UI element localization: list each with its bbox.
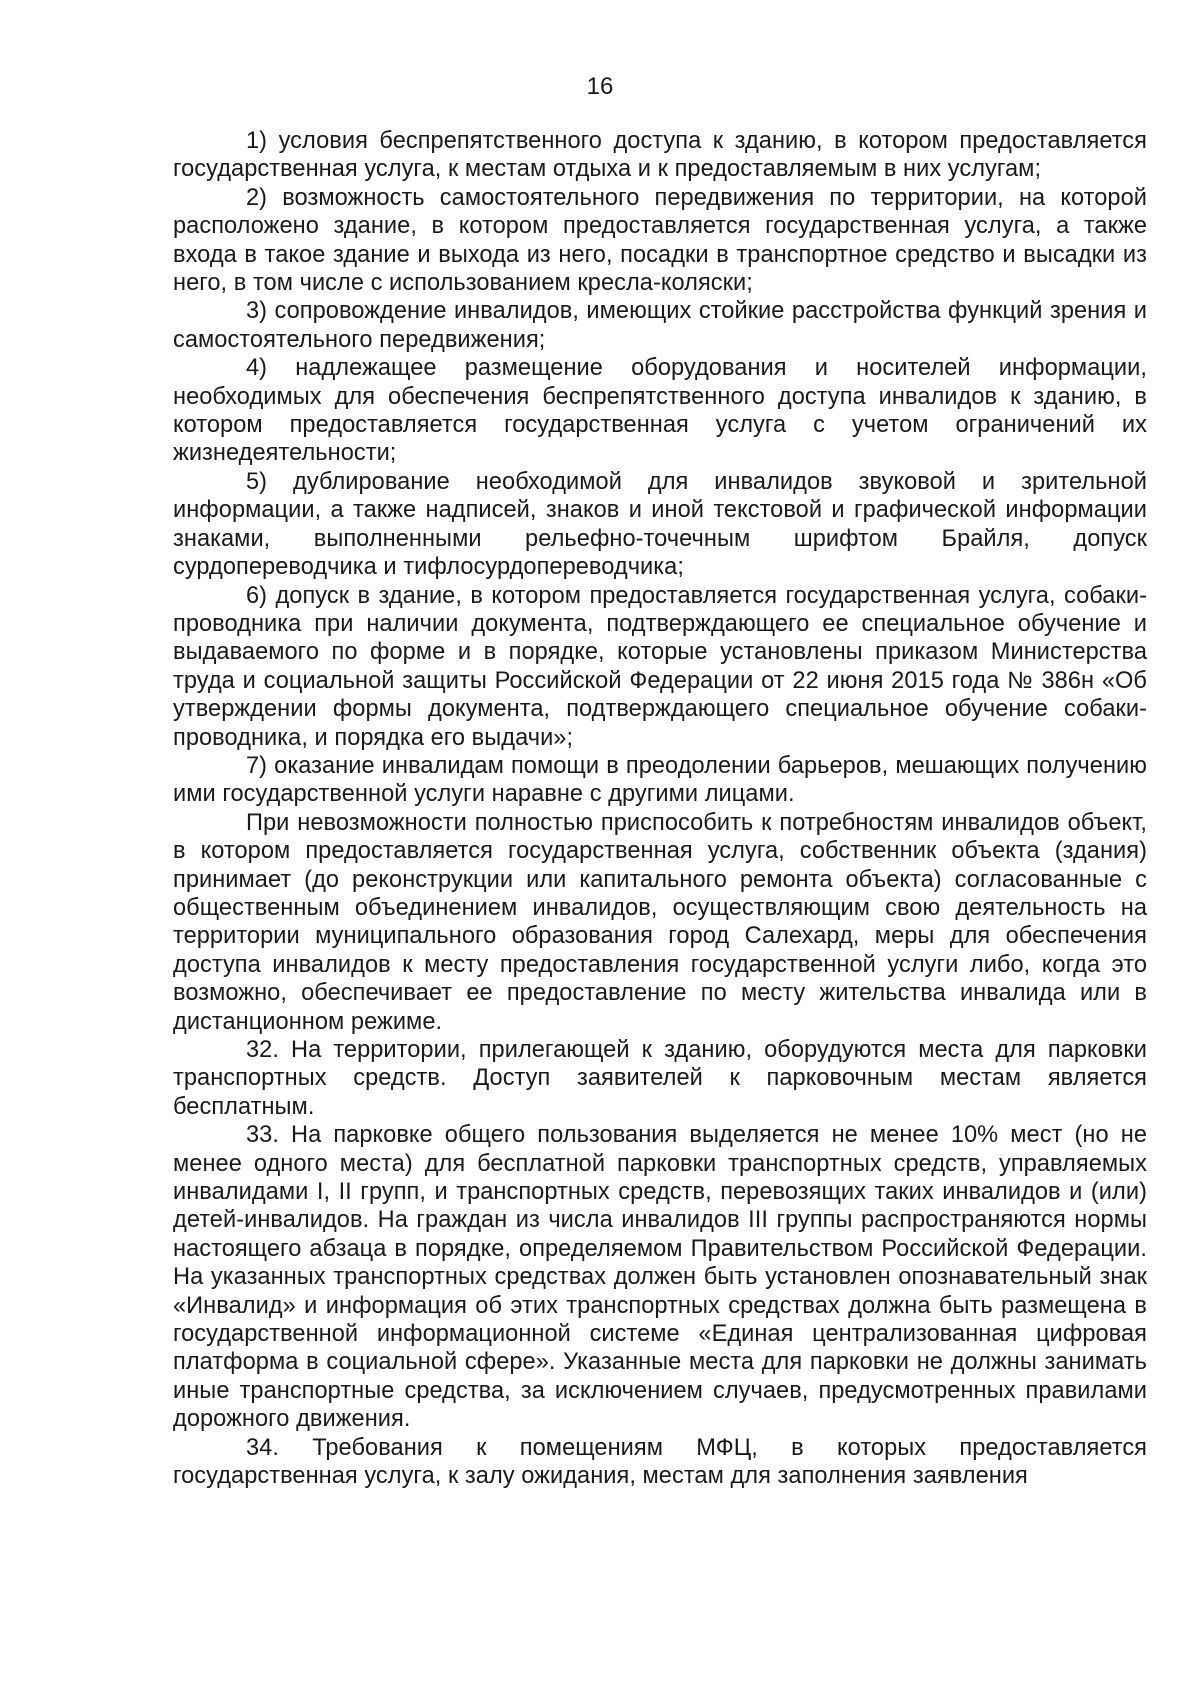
page-body (173, 127, 1147, 1491)
paragraph-section-33: 33. На парковке общего пользования выделяется не менее 10% мест (но не менее одного места) для бесплатной парковки транспортных средств, управляемых инвалидами I, II групп, и транспортных средств, перевозящих таких инвалидов и (или) детей-инвалидов. На граждан из числа инвалидов III группы распространяются нормы настоящего абзаца в порядке, определяемом Правительством Российской Федерации. На указанных транспортных средствах должен быть установлен опознавательный знак «Инвалид» и информация об этих транспортных средствах должна быть размещена в государственной информационной системе «Единая централизованная цифровая платформа в социальной сфере». Указанные места для парковки не должны занимать иные транспортные средства, за исключением случаев, предусмотренных правилами дорожного движения. (173, 1122, 1147, 1433)
paragraph-item-4: 4) надлежащее размещение оборудования и носителей информации, необходимых для обеспечения беспрепятственного доступа инвалидов к зданию, в котором предоставляется государственная услуга с учетом ограничений их жизнедеятельности; (173, 355, 1147, 467)
paragraph-section-34: 34. Требования к помещениям МФЦ, в которых предоставляется государственная услуга, к залу ожидания, местам для заполнения заявления (173, 1434, 1147, 1490)
page-number: 16 (586, 73, 614, 100)
paragraph-item-2: 2) возможность самостоятельного передвижения по территории, на которой расположено здание, в котором предоставляется государственная услуга, а также входа в такое здание и выхода из него, посадки в транспортное средство и высадки из него, в том числе с использованием кресла-коляски; (173, 184, 1147, 297)
paragraph-item-3: 3) сопровождение инвалидов, имеющих стойкие расстройства функций зрения и самостоятельного передвижения; (173, 298, 1147, 353)
paragraph-item-5: 5) дублирование необходимой для инвалидов звуковой и зрительной информации, а также надписей, знаков и иной текстовой и графической информации знаками, выполненными рельефно-точечным шрифтом Брайля, допуск сурдопереводчика и тифлосурдопереводчика; (173, 468, 1147, 581)
paragraph-item-7: 7) оказание инвалидам помощи в преодолении барьеров, мешающих получению ими государственной услуги наравне с другими лицами. (173, 752, 1147, 808)
paragraph-section-32: 32. На территории, прилегающей к зданию, оборудуются места для парковки транспортных средств. Доступ заявителей к парковочным местам является бесплатным. (173, 1037, 1147, 1120)
paragraph-item-6: 6) допуск в здание, в котором предоставляется государственная услуга, собаки-проводника при наличии документа, подтверждающего ее специальное обучение и выдаваемого по форме и в порядке, которые установлены приказом Министерства труда и социальной защиты Российской Федерации от 22 июня 2015 года № 386н «Об утверждении формы документа, подтверждающего специальное обучение собаки-проводника, и порядка его выдачи»; (173, 582, 1147, 751)
paragraph-item-1: 1) условия беспрепятственного доступа к зданию, в котором предоставляется государственная услуга, к местам отдыха и к предоставляемым в них услугам; (173, 128, 1147, 183)
paragraph-accessibility-note: При невозможности полностью приспособить к потребностям инвалидов объект, в котором предоставляется государственная услуга, собственник объекта (здания) принимает (до реконструкции или капитального ремонта объекта) согласованные с общественным объединением инвалидов, осуществляющим свою деятельность на территории муниципального образования город Салехард, меры для обеспечения доступа инвалидов к месту предоставления государственной услуги либо, когда это возможно, обеспечивает ее предоставление по месту жительства инвалида или в дистанционном режиме. (173, 809, 1147, 1035)
